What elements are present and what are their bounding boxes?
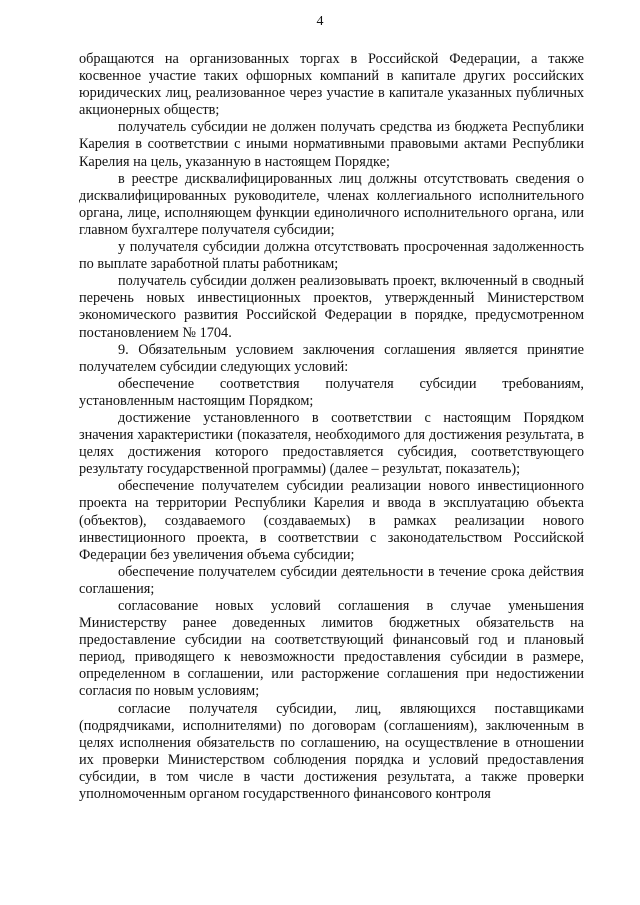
paragraph-no-budget-funds: получатель субсидии не должен получать средства из бюджета Республики Карелия в соответствии с иными нормативными правовыми актами Республики Карелия на цель, указанную в настоящем Порядке; [79, 119, 584, 170]
paragraph-disqualified-persons: в реестре дисквалифицированных лиц должны отсутствовать сведения о дисквалифицированных руководителе, членах коллегиального исполнительного органа, лице, исполняющем функции единоличного исполнительного органа, или главном бухгалтере получателя субсидии; [79, 170, 584, 238]
paragraph-project-implementation: обеспечение получателем субсидии реализации нового инвестиционного проекта на территории Республики Карелия и ввода в эксплуатацию объекта (объектов), создаваемого (создаваемых) в рамках реализации нового инвестиционного проекта, в соответствии с законодательством Российской Федерации без увеличения объема субсидии; [79, 478, 584, 563]
page-number: 4 [316, 14, 324, 29]
paragraph-result-achievement: достижение установленного в соответствии с настоящим Порядком значения характеристики (показателя, необходимого для достижения результата, в целях достижения которого предоставляется субсидия, соответствующего результату государственной программы) (далее – результат, показатель); [79, 409, 584, 478]
paragraph-activity-duration: обеспечение получателем субсидии деятельности в течение срока действия соглашения; [79, 563, 584, 597]
paragraph-wage-arrears: у получателя субсидии должна отсутствовать просроченная задолженность по выплате заработной платы работникам; [79, 239, 584, 273]
paragraph-compliance: обеспечение соответствия получателя субсидии требованиям, установленным настоящим Порядком; [79, 375, 584, 409]
paragraph-investment-project: получатель субсидии должен реализовывать проект, включенный в сводный перечень новых инвестиционных проектов, утвержденный Министерством экономического развития Российской Федерации в порядке, предусмотренном постановлением № 1704. [79, 273, 584, 341]
document-body [79, 51, 584, 803]
paragraph-clause-9: 9. Обязательным условием заключения соглашения является принятие получателем субсидии следующих условий: [79, 341, 584, 375]
paragraph-inspection-consent: согласие получателя субсидии, лиц, являющихся поставщиками (подрядчиками, исполнителями) по договорам (соглашениям), заключенным в целях исполнения обязательств по соглашению, на осуществление в отношении их проверки Министерством соблюдения порядка и условий предоставления субсидии, в том числе в части достижения результата, а также проверки уполномоченным органом государственного финансового контроля [79, 700, 584, 803]
paragraph-new-conditions: согласование новых условий соглашения в случае уменьшения Министерству ранее доведенных лимитов бюджетных обязательств на предоставление субсидии на соответствующий финансовый год и плановый период, приводящего к невозможности предоставления субсидии в размере, определенном в соглашении, или расторжение соглашения при недостижении согласия по новым условиям; [79, 598, 584, 700]
paragraph-continuation: обращаются на организованных торгах в Российской Федерации, а также косвенное участие таких офшорных компаний в капитале других российских юридических лиц, реализованное через участие в капитале указанных публичных акционерных обществ; [79, 51, 584, 119]
